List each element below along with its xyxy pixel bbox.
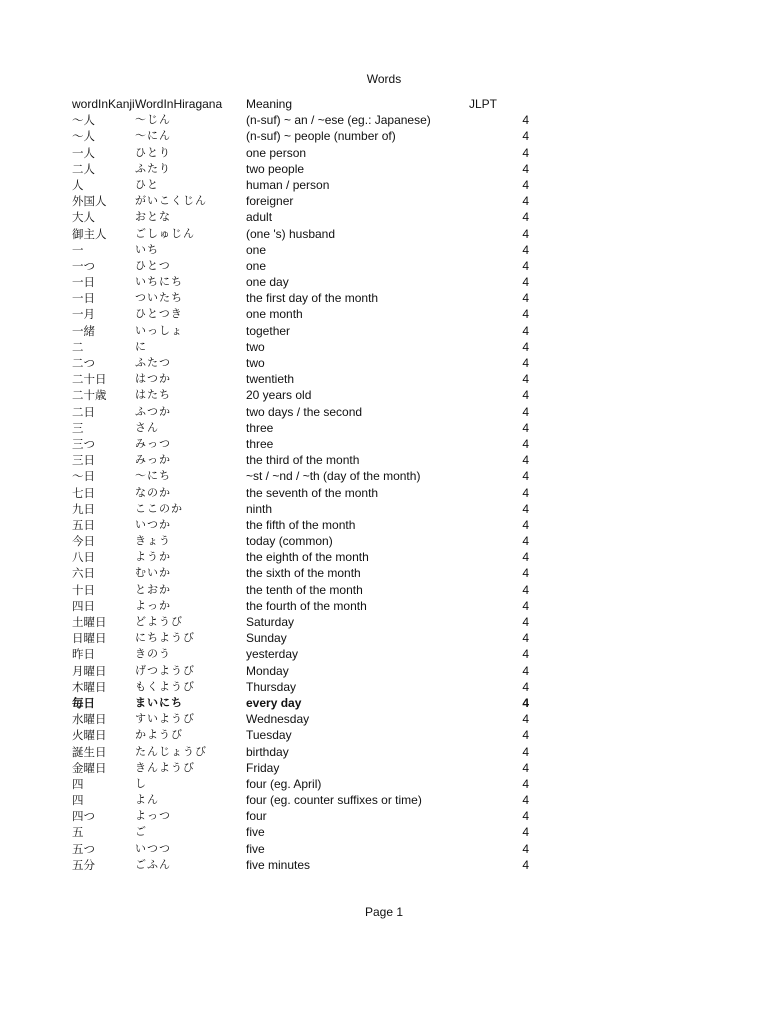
meaning-cell: two — [246, 356, 265, 370]
jlpt-cell: 4 — [522, 177, 529, 192]
jlpt-cell: 4 — [522, 663, 529, 678]
kanji-cell: 月曜日 — [72, 663, 107, 678]
meaning-cell: five minutes — [246, 857, 311, 872]
jlpt-cell: 4 — [522, 825, 529, 840]
hiragana-cell: よん — [135, 793, 159, 807]
hiragana-cell: はつか — [135, 372, 171, 386]
jlpt-cell: 4 — [522, 404, 529, 419]
header-meaning: Meaning — [246, 97, 293, 111]
meaning-cell: 20 years old — [246, 388, 312, 403]
jlpt-cell: 4 — [522, 712, 529, 727]
meaning-cell: one day — [246, 275, 289, 290]
meaning-cell: two people — [246, 161, 305, 176]
jlpt-cell: 4 — [522, 550, 529, 565]
table-header — [72, 96, 529, 112]
kanji-cell: 金曜日 — [72, 760, 107, 775]
meaning-cell: Tuesday — [246, 728, 292, 743]
table-row — [72, 517, 529, 533]
table-row — [72, 711, 529, 727]
kanji-cell: 三つ — [72, 436, 95, 451]
meaning-cell: (one 's) husband — [246, 226, 336, 241]
jlpt-cell: 4 — [522, 161, 529, 176]
meaning-cell: Friday — [246, 760, 280, 775]
kanji-cell: 五 — [72, 825, 84, 840]
hiragana-cell: ひとり — [135, 145, 171, 159]
table-row — [72, 857, 529, 873]
kanji-cell: 木曜日 — [72, 679, 107, 694]
table-row — [72, 776, 529, 792]
kanji-cell: 毎日 — [72, 695, 95, 710]
meaning-cell: the sixth of the month — [246, 566, 361, 581]
meaning-cell: ninth — [246, 501, 273, 516]
jlpt-cell: 4 — [522, 485, 529, 500]
table-row — [72, 290, 529, 306]
jlpt-cell: 4 — [522, 242, 529, 257]
meaning-cell: Monday — [246, 663, 289, 678]
table-row — [72, 339, 529, 355]
hiragana-cell: 〜にん — [135, 129, 171, 143]
jlpt-cell: 4 — [522, 857, 529, 872]
meaning-cell: one — [246, 258, 267, 273]
meaning-cell: every day — [246, 695, 302, 710]
kanji-cell: 日曜日 — [72, 631, 107, 646]
meaning-cell: the fifth of the month — [246, 517, 356, 532]
hiragana-cell: みっか — [135, 453, 171, 467]
hiragana-cell: きょう — [135, 534, 171, 548]
jlpt-cell: 4 — [522, 631, 529, 646]
kanji-cell: 四日 — [72, 598, 95, 613]
table-row — [72, 485, 529, 501]
jlpt-cell: 4 — [522, 323, 529, 338]
table-row — [72, 145, 529, 161]
table-row — [72, 598, 529, 614]
jlpt-cell: 4 — [522, 695, 529, 710]
hiragana-cell: し — [135, 776, 147, 790]
jlpt-cell: 4 — [522, 679, 529, 694]
kanji-cell: 七日 — [72, 485, 95, 500]
kanji-cell: 外国人 — [72, 194, 107, 209]
kanji-cell: 九日 — [72, 501, 95, 516]
meaning-cell: five — [246, 825, 265, 840]
kanji-cell: 八日 — [72, 550, 95, 565]
meaning-cell: the first day of the month — [246, 291, 379, 306]
table-row — [72, 387, 529, 403]
vocab-table — [72, 96, 529, 873]
table-row — [72, 679, 529, 695]
jlpt-cell: 4 — [522, 615, 529, 629]
hiragana-cell: よっか — [135, 598, 171, 612]
meaning-cell: the fourth of the month — [246, 598, 367, 613]
meaning-cell: Saturday — [246, 615, 295, 629]
kanji-cell: 昨日 — [72, 647, 95, 662]
kanji-cell: 一月 — [72, 307, 95, 322]
table-row — [72, 274, 529, 290]
jlpt-cell: 4 — [522, 776, 529, 791]
meaning-cell: one month — [246, 307, 303, 322]
table-row — [72, 209, 529, 225]
meaning-cell: four (eg. April) — [246, 776, 322, 791]
table-row — [72, 468, 529, 484]
meaning-cell: the eighth of the month — [246, 550, 369, 565]
kanji-cell: 大人 — [72, 210, 95, 225]
page-title: Words — [366, 72, 402, 86]
meaning-cell: four (eg. counter suffixes or time) — [246, 793, 422, 808]
header-jlpt: JLPT — [469, 97, 498, 111]
kanji-cell: 二人 — [72, 161, 95, 176]
hiragana-cell: ついたち — [135, 291, 183, 305]
hiragana-cell: ふたり — [135, 161, 171, 175]
table-row — [72, 371, 529, 387]
kanji-cell: 五分 — [72, 857, 95, 872]
hiragana-cell: ここのか — [135, 501, 183, 515]
hiragana-cell: かようび — [135, 728, 183, 742]
kanji-cell: 五日 — [72, 517, 95, 532]
jlpt-cell: 4 — [522, 793, 529, 808]
jlpt-cell: 4 — [522, 534, 529, 549]
table-row — [72, 226, 529, 242]
table-row — [72, 663, 529, 679]
hiragana-cell: ようか — [135, 550, 171, 564]
hiragana-cell: いつか — [135, 517, 171, 531]
jlpt-cell: 4 — [522, 291, 529, 306]
hiragana-cell: げつようび — [135, 663, 195, 677]
meaning-cell: the tenth of the month — [246, 582, 363, 597]
table-row — [72, 695, 529, 711]
kanji-cell: 二つ — [72, 356, 95, 370]
jlpt-cell: 4 — [522, 598, 529, 613]
table-row — [72, 727, 529, 743]
hiragana-cell: ひと — [135, 177, 159, 191]
kanji-cell: 御主人 — [72, 226, 107, 241]
meaning-cell: Sunday — [246, 631, 287, 646]
hiragana-cell: きんようび — [135, 760, 195, 774]
hiragana-cell: きのう — [135, 647, 171, 661]
kanji-cell: 一緒 — [72, 323, 95, 338]
meaning-cell: today (common) — [246, 534, 333, 549]
kanji-cell: 誕生日 — [72, 744, 107, 759]
table-row — [72, 242, 529, 258]
kanji-cell: 四 — [72, 776, 84, 791]
page-footer: Page 1 — [364, 905, 404, 919]
table-row — [72, 614, 529, 630]
jlpt-cell: 4 — [522, 453, 529, 468]
hiragana-cell: がいこくじん — [135, 194, 207, 208]
header-hiragana: WordInHiragana — [135, 97, 223, 111]
jlpt-cell: 4 — [522, 226, 529, 241]
table-row — [72, 452, 529, 468]
jlpt-cell: 4 — [522, 566, 529, 581]
jlpt-cell: 4 — [522, 728, 529, 743]
jlpt-cell: 4 — [522, 145, 529, 160]
jlpt-cell: 4 — [522, 760, 529, 775]
meaning-cell: (n-suf) ~ an / ~ese (eg.: Japanese) — [246, 113, 431, 128]
jlpt-cell: 4 — [522, 582, 529, 597]
header-kanji: wordInKanji — [72, 97, 135, 111]
hiragana-cell: よっつ — [135, 809, 171, 823]
jlpt-cell: 4 — [522, 841, 529, 856]
jlpt-cell: 4 — [522, 436, 529, 451]
hiragana-cell: いち — [135, 242, 159, 256]
jlpt-cell: 4 — [522, 194, 529, 209]
hiragana-cell: すいようび — [135, 712, 195, 726]
hiragana-cell: 〜じん — [135, 113, 171, 127]
meaning-cell: birthday — [246, 744, 289, 759]
kanji-cell: 二十日 — [72, 372, 107, 387]
table-row — [72, 161, 529, 177]
hiragana-cell: 〜にち — [135, 469, 171, 483]
table-row — [72, 582, 529, 598]
jlpt-cell: 4 — [522, 501, 529, 516]
table-row — [72, 549, 529, 565]
jlpt-cell: 4 — [522, 210, 529, 225]
table-row — [72, 436, 529, 452]
meaning-cell: one person — [246, 145, 307, 160]
kanji-cell: 一つ — [72, 258, 95, 273]
meaning-cell: two — [246, 339, 265, 354]
jlpt-cell: 4 — [522, 339, 529, 354]
table-row — [72, 841, 529, 857]
table-row — [72, 501, 529, 517]
kanji-cell: 〜人 — [72, 129, 95, 144]
kanji-cell: 〜人 — [72, 113, 95, 128]
table-row — [72, 808, 529, 824]
meaning-cell: ~st / ~nd / ~th (day of the month) — [246, 469, 421, 484]
table-row — [72, 306, 529, 322]
meaning-cell: twentieth — [246, 372, 295, 387]
kanji-cell: 水曜日 — [72, 712, 107, 727]
table-row — [72, 128, 529, 144]
table-row — [72, 760, 529, 776]
table-row — [72, 646, 529, 662]
hiragana-cell: にちようび — [135, 631, 195, 645]
jlpt-cell: 4 — [522, 517, 529, 532]
meaning-cell: three — [246, 436, 274, 451]
kanji-cell: 三 — [72, 420, 84, 435]
hiragana-cell: ひとつき — [135, 307, 183, 321]
hiragana-cell: なのか — [135, 485, 171, 499]
hiragana-cell: とおか — [135, 582, 171, 596]
table-row — [72, 177, 529, 193]
kanji-cell: 一 — [72, 242, 84, 257]
jlpt-cell: 4 — [522, 647, 529, 662]
hiragana-cell: さん — [135, 420, 159, 434]
meaning-cell: one — [246, 242, 267, 257]
table-row — [72, 792, 529, 808]
jlpt-cell: 4 — [522, 420, 529, 435]
meaning-cell: five — [246, 841, 265, 856]
meaning-cell: adult — [246, 210, 273, 225]
meaning-cell: yesterday — [246, 647, 299, 662]
jlpt-cell: 4 — [522, 372, 529, 387]
hiragana-cell: むいか — [135, 566, 171, 580]
hiragana-cell: いつつ — [135, 841, 171, 855]
hiragana-cell: に — [135, 339, 147, 353]
jlpt-cell: 4 — [522, 275, 529, 290]
kanji-cell: 四つ — [72, 809, 95, 824]
hiragana-cell: はたち — [135, 388, 171, 402]
table-row — [72, 744, 529, 760]
table-row — [72, 565, 529, 581]
hiragana-cell: いっしょ — [135, 323, 183, 337]
table-row — [72, 193, 529, 209]
hiragana-cell: みっつ — [135, 436, 171, 450]
table-row — [72, 824, 529, 840]
meaning-cell: two days / the second — [246, 404, 363, 419]
kanji-cell: 今日 — [72, 534, 95, 549]
meaning-cell: together — [246, 323, 291, 338]
hiragana-cell: ごしゅじん — [135, 226, 195, 240]
hiragana-cell: いちにち — [135, 275, 183, 289]
kanji-cell: 火曜日 — [72, 728, 107, 743]
hiragana-cell: ふつか — [135, 404, 171, 418]
hiragana-cell: おとな — [135, 210, 171, 224]
hiragana-cell: ごふん — [135, 857, 171, 871]
table-row — [72, 533, 529, 549]
table-row — [72, 404, 529, 420]
meaning-cell: four — [246, 809, 267, 824]
meaning-cell: foreigner — [246, 194, 294, 209]
hiragana-cell: もくようび — [135, 679, 195, 693]
jlpt-cell: 4 — [522, 307, 529, 322]
kanji-cell: 二十歳 — [72, 388, 107, 403]
table-row — [72, 630, 529, 646]
kanji-cell: 十日 — [72, 582, 95, 597]
kanji-cell: 五つ — [72, 841, 95, 856]
hiragana-cell: どようび — [135, 615, 183, 628]
table-row — [72, 323, 529, 339]
table-row — [72, 420, 529, 436]
meaning-cell: three — [246, 420, 274, 435]
kanji-cell: 一人 — [72, 145, 95, 160]
kanji-cell: 三日 — [72, 453, 95, 468]
kanji-cell: 〜日 — [72, 469, 95, 484]
table-row — [72, 258, 529, 274]
kanji-cell: 土曜日 — [72, 615, 107, 629]
jlpt-cell: 4 — [522, 129, 529, 144]
kanji-cell: 六日 — [72, 566, 95, 581]
jlpt-cell: 4 — [522, 809, 529, 824]
meaning-cell: Thursday — [246, 679, 297, 694]
hiragana-cell: ご — [135, 825, 147, 839]
jlpt-cell: 4 — [522, 744, 529, 759]
jlpt-cell: 4 — [522, 388, 529, 403]
jlpt-cell: 4 — [522, 356, 529, 370]
jlpt-cell: 4 — [522, 469, 529, 484]
meaning-cell: (n-suf) ~ people (number of) — [246, 129, 396, 144]
jlpt-cell: 4 — [522, 113, 529, 128]
kanji-cell: 一日 — [72, 275, 95, 290]
table-body — [72, 112, 529, 873]
table-row — [72, 355, 529, 371]
table-row — [72, 112, 529, 128]
meaning-cell: Wednesday — [246, 712, 310, 727]
hiragana-cell: まいにち — [135, 695, 183, 709]
kanji-cell: 二 — [72, 339, 84, 354]
kanji-cell: 二日 — [72, 404, 95, 419]
meaning-cell: human / person — [246, 177, 330, 192]
hiragana-cell: たんじょうび — [135, 744, 207, 758]
hiragana-cell: ひとつ — [135, 258, 171, 272]
kanji-cell: 四 — [72, 793, 84, 808]
hiragana-cell: ふたつ — [135, 356, 171, 369]
kanji-cell: 一日 — [72, 291, 95, 306]
jlpt-cell: 4 — [522, 258, 529, 273]
meaning-cell: the third of the month — [246, 453, 360, 468]
kanji-cell: 人 — [72, 177, 84, 192]
meaning-cell: the seventh of the month — [246, 485, 379, 500]
